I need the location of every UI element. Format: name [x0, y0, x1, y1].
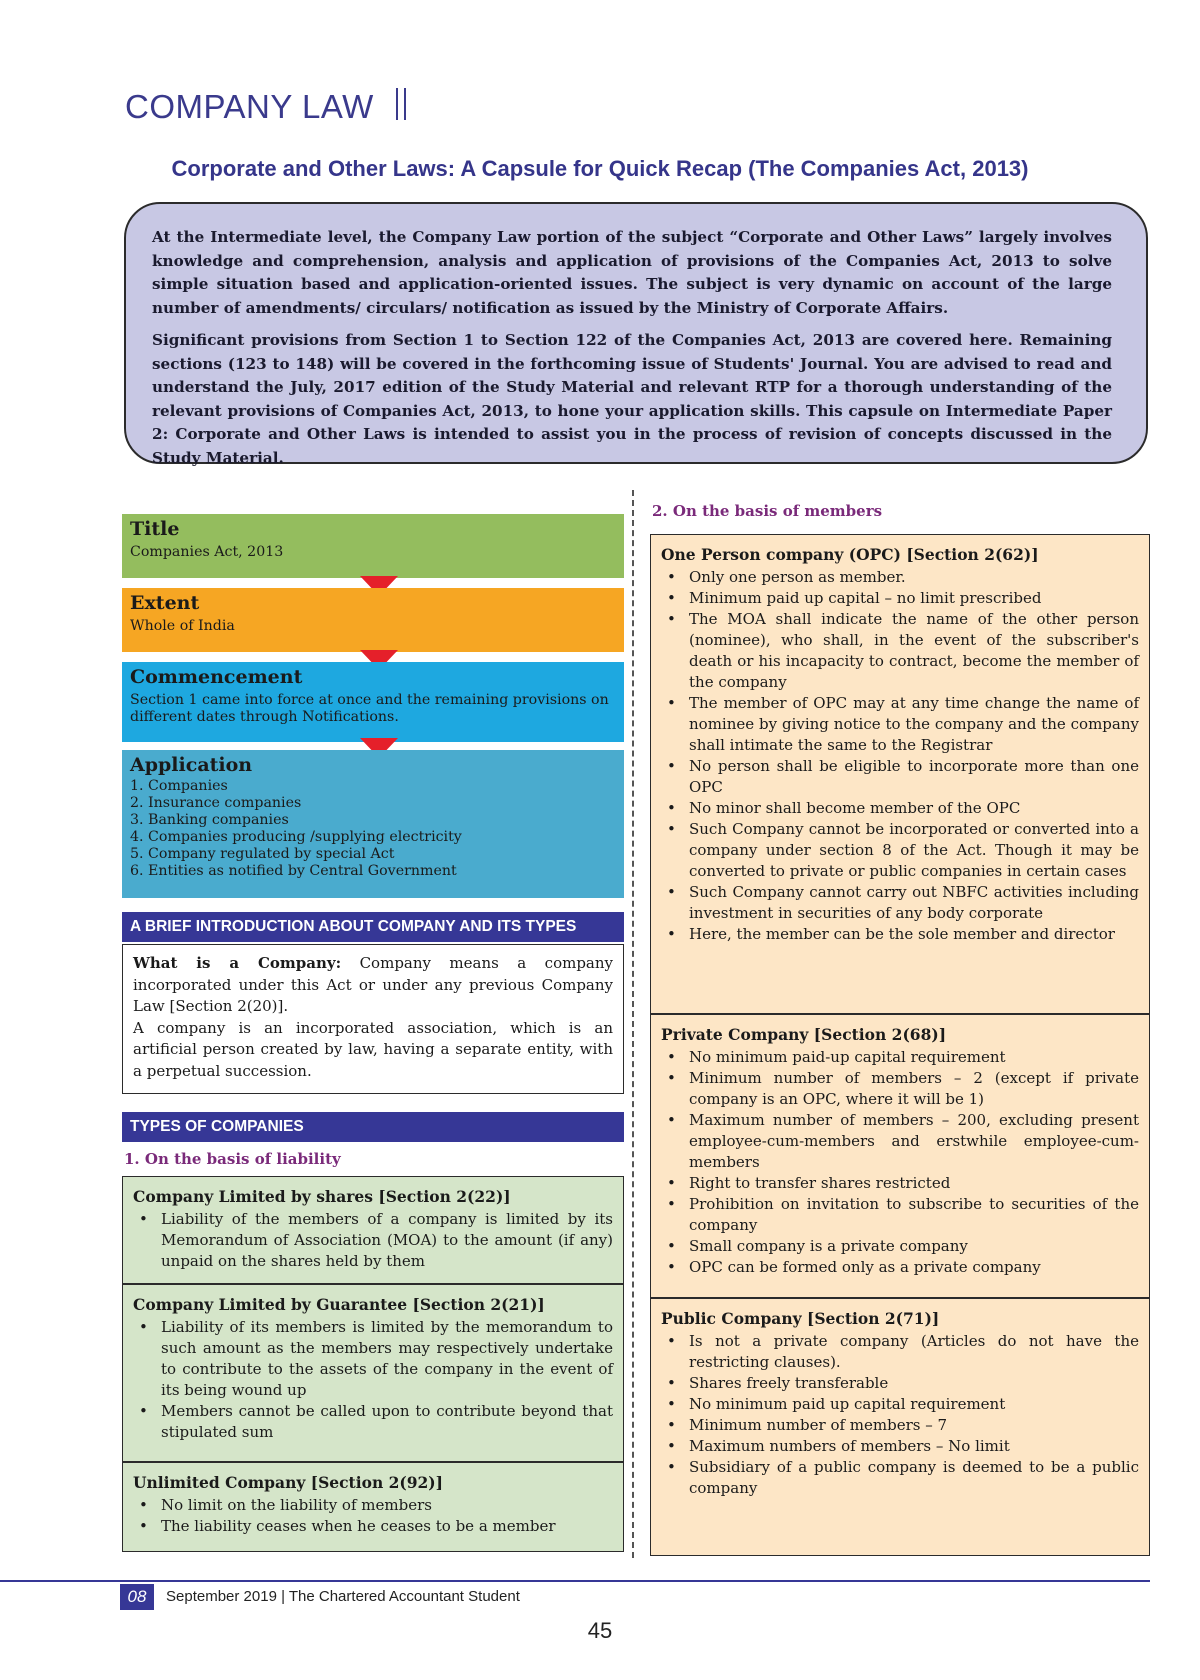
list-item: • Only one person as member. [661, 567, 1139, 588]
header-bars-decoration [396, 88, 406, 120]
list-item: • Liability of the members of a company is limited by its Memorandum of Association (MOA) to the amount (if any) unpaid on the shares held by them [133, 1209, 613, 1272]
brief-intro-card [122, 944, 624, 1094]
definition-text: Company means a company incorporated under this Act or under any previous Company Law [Section 2(20)]. [133, 954, 614, 1015]
application-item: 6. Entities as notified by Central Government [130, 863, 457, 879]
card-one-person-company [650, 534, 1150, 1014]
basis-liability-label: 1. On the basis of liability [124, 1150, 341, 1168]
list-item: • Shares freely transferable [661, 1373, 1139, 1394]
flow-block-extent [122, 588, 624, 652]
application-item: 3. Banking companies [130, 812, 289, 828]
list-item: • Liability of its members is limited by the memorandum to such amount as the members may respectively undertake to contribute to the assets of the company in the event of its being wound up [133, 1317, 613, 1401]
list-item: • Minimum number of members – 7 [661, 1415, 1139, 1436]
list-item: • No minimum paid up capital requirement [661, 1394, 1139, 1415]
definition-term: What is a Company: [133, 954, 342, 972]
list-item: • The liability ceases when he ceases to be a member [133, 1516, 613, 1537]
flow-block-heading: Title [130, 518, 180, 540]
list-item: • Small company is a private company [661, 1236, 1139, 1257]
list-item: • Maximum number of members – 200, excluding present employee-cum-members and erstwhile employee-cum-members [661, 1110, 1139, 1173]
list-item: • Is not a private company (Articles do not have the restricting clauses). [661, 1331, 1139, 1373]
card-title: Unlimited Company [Section 2(92)] [133, 1473, 443, 1492]
list-item: • Subsidiary of a public company is deemed to be a public company [661, 1457, 1139, 1499]
card-title: One Person company (OPC) [Section 2(62)] [661, 545, 1039, 564]
list-item: • No person shall be eligible to incorporate more than one OPC [661, 756, 1139, 798]
card-title: Company Limited by Guarantee [Section 2(21)] [133, 1295, 545, 1314]
card-company-limited-by-shares [122, 1176, 624, 1284]
list-item: • The MOA shall indicate the name of the other person (nominee), who shall, in the event of the subscriber's death or his incapacity to contract, become the member of the company [661, 609, 1139, 693]
footer-rule [0, 1580, 1150, 1582]
flow-block-commencement [122, 662, 624, 742]
list-item: • Such Company cannot carry out NBFC activities including investment in securities of any body corporate [661, 882, 1139, 924]
flow-block-body: Whole of India [130, 618, 235, 634]
flow-block-body: Companies Act, 2013 [130, 544, 284, 560]
application-item: 5. Company regulated by special Act [130, 846, 395, 862]
list-item: • OPC can be formed only as a private company [661, 1257, 1139, 1278]
list-item: • Here, the member can be the sole member and director [661, 924, 1139, 945]
card-title: Public Company [Section 2(71)] [661, 1309, 940, 1328]
page-number: 45 [587, 1618, 613, 1643]
card-unlimited-company [122, 1462, 624, 1552]
capsule-title: Corporate and Other Laws: A Capsule for Quick Recap (The Companies Act, 2013) [171, 156, 1029, 181]
column-divider [632, 490, 634, 1558]
flow-block-body: Section 1 came into force at once and the remaining provisions on different dates through Notifications. [130, 692, 609, 725]
application-item: 2. Insurance companies [130, 795, 302, 811]
intro-box [124, 202, 1148, 467]
card-company-limited-by-guarantee [122, 1284, 624, 1462]
list-item: • Right to transfer shares restricted [661, 1173, 1139, 1194]
brief-intro-heading: A BRIEF INTRODUCTION ABOUT COMPANY AND ITS TYPES [122, 912, 624, 942]
flow-block-heading: Application [130, 754, 253, 776]
list-item: • No minor shall become member of the OPC [661, 798, 1139, 819]
card-title: Company Limited by shares [Section 2(22)] [133, 1187, 511, 1206]
application-item: 1. Companies [130, 778, 228, 794]
application-item: 4. Companies producing /supplying electricity [130, 829, 462, 845]
flow-block-title [122, 514, 624, 578]
list-item: • Members cannot be called upon to contribute beyond that stipulated sum [133, 1401, 613, 1443]
list-item: • Such Company cannot be incorporated or converted into a company under section 8 of the Act. Though it may be converted to private or public companies in certain cases [661, 819, 1139, 882]
card-private-company [650, 1014, 1150, 1298]
header-title: COMPANY LAW [125, 88, 374, 125]
list-item: • The member of OPC may at any time change the name of nominee by giving notice to the company and the company shall intimate the same to the Registrar [661, 693, 1139, 756]
flow-block-application [122, 750, 624, 898]
list-item: • Minimum paid up capital – no limit prescribed [661, 588, 1139, 609]
intro-paragraph: At the Intermediate level, the Company Law portion of the subject “Corporate and Other Laws” largely involves knowledge and comprehension, analysis and application of provisions of the Companies Act, 2013 to solve simple situation based and application-oriented issues. The subject is very dynamic on account of the large number of amendments/ circulars/ notification as issued by the Ministry of Corporate Affairs. [152, 228, 1112, 317]
footer-issue-text: September 2019 | The Chartered Accountant Student [166, 1588, 520, 1605]
company-definition [133, 953, 613, 1018]
intro-paragraph: Significant provisions from Section 1 to Section 122 of the Companies Act, 2013 are covered here. Remaining sections (123 to 148) will be covered in the forthcoming issue of Students' Journal. You are advised to read and understand the July, 2017 edition of the Study Material and relevant RTP for a thorough understanding of the relevant provisions of Companies Act, 2013, to hone your application skills. This capsule on Intermediate Paper 2: Corporate and Other Laws is intended to assist you in the process of revision of concepts discussed in the Study Material. [152, 331, 1112, 467]
issue-number-badge: 08 [120, 1584, 154, 1610]
list-item: • Minimum number of members – 2 (except if private company is an OPC, where it will be 1) [661, 1068, 1139, 1110]
types-heading: TYPES OF COMPANIES [122, 1112, 624, 1142]
flow-block-heading: Commencement [130, 666, 303, 688]
list-item: • Prohibition on invitation to subscribe to securities of the company [661, 1194, 1139, 1236]
company-description: A company is an incorporated association, which is an artificial person created by law, having a separate entity, with a perpetual succession. [133, 1018, 613, 1080]
list-item: • No minimum paid-up capital requirement [661, 1047, 1139, 1068]
card-public-company [650, 1298, 1150, 1556]
basis-members-label: 2. On the basis of members [652, 502, 883, 520]
card-title: Private Company [Section 2(68)] [661, 1025, 947, 1044]
list-item: • Maximum numbers of members – No limit [661, 1436, 1139, 1457]
list-item: • No limit on the liability of members [133, 1495, 613, 1516]
flow-block-heading: Extent [130, 592, 200, 614]
